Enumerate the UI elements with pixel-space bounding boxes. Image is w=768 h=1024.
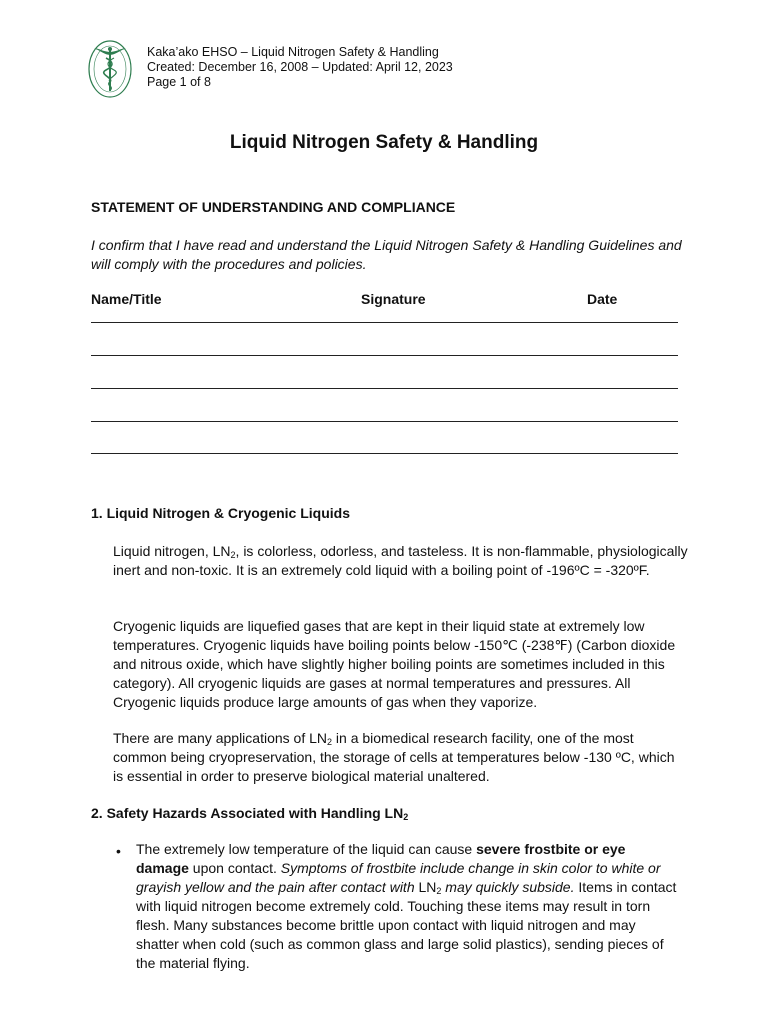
text-run: There are many applications of LN [113, 730, 327, 746]
signature-line[interactable] [91, 388, 678, 389]
text-run: Items in contact with liquid nitrogen become extremely cold. Touching these items may result in torn flesh. Many substances become brittle upon contact with liquid nitrogen and may shatter when cold (such as common glass and large solid plastics), sending pieces of the material flying. [136, 879, 677, 971]
subscript: 2 [436, 886, 442, 896]
column-date: Date [587, 291, 618, 307]
subscript: 2 [403, 812, 409, 822]
section-1-paragraph-2: Cryogenic liquids are liquefied gases that are kept in their liquid state at extremely low temperatures. Cryogenic liquids have boiling points below -150℃ (-238℉) (Carbon dioxide and nitrous oxide, which have slightly higher boiling points are sometimes included in this category). All cryogenic liquids are gases at normal temperatures and pressures. All Cryogenic liquids produce large amounts of gas when they vaporize. [113, 618, 676, 710]
section-1-paragraph-3 [113, 729, 688, 786]
text-run: The extremely low temperature of the liquid can cause [136, 841, 477, 857]
signature-line[interactable] [91, 355, 678, 356]
header-line-2: Created: December 16, 2008 – Updated: April 12, 2023 [147, 60, 453, 74]
statement-text: I confirm that I have read and understand the Liquid Nitrogen Safety & Handling Guidelines and will comply with the procedures and policies. [91, 237, 682, 272]
document-header [147, 45, 453, 90]
bold-text: severe frostbite or eye damage [136, 841, 626, 876]
caduceus-seal-icon [86, 38, 134, 100]
bullet-icon: • [116, 843, 121, 859]
header-line-1: Kaka’ako EHSO – Liquid Nitrogen Safety & Handling [147, 45, 439, 59]
column-signature: Signature [361, 291, 426, 307]
italic-text: may quickly subside. [441, 879, 575, 895]
text-run: , is colorless, odorless, and tasteless. It is non-flammable, physiologically inert and non-toxic. It is an extremely cold liquid with a boiling point of -196ºC = -320ºF. [113, 543, 688, 578]
statement-heading: STATEMENT OF UNDERSTANDING AND COMPLIANCE [91, 199, 456, 215]
signature-line[interactable] [91, 322, 678, 323]
section-2-heading [91, 805, 408, 821]
signature-line[interactable] [91, 421, 678, 422]
column-name-title: Name/Title [91, 291, 162, 307]
italic-text: Symptoms of frostbite include change in skin color to white or grayish yellow and the pain after contact with [136, 860, 661, 895]
text-run: LN [418, 879, 437, 895]
text-run: 2. Safety Hazards Associated with Handling LN [91, 805, 404, 821]
text-run: in a biomedical research facility, one of the most common being cryopreservation, the storage of cells at temperatures below -130 ºC, which is essential in order to preserve biological material unaltered. [113, 730, 675, 784]
section-2-bullet-1 [136, 840, 681, 973]
section-1-paragraph-1 [113, 542, 688, 580]
text-run: Liquid nitrogen, LN [113, 543, 231, 559]
header-page-number: Page 1 of 8 [147, 75, 211, 89]
subscript: 2 [230, 550, 236, 560]
document-title: Liquid Nitrogen Safety & Handling [229, 132, 539, 153]
signature-line[interactable] [91, 453, 678, 454]
text-run: upon contact. [188, 860, 281, 876]
section-1-heading: 1. Liquid Nitrogen & Cryogenic Liquids [91, 505, 351, 521]
subscript: 2 [327, 737, 333, 747]
